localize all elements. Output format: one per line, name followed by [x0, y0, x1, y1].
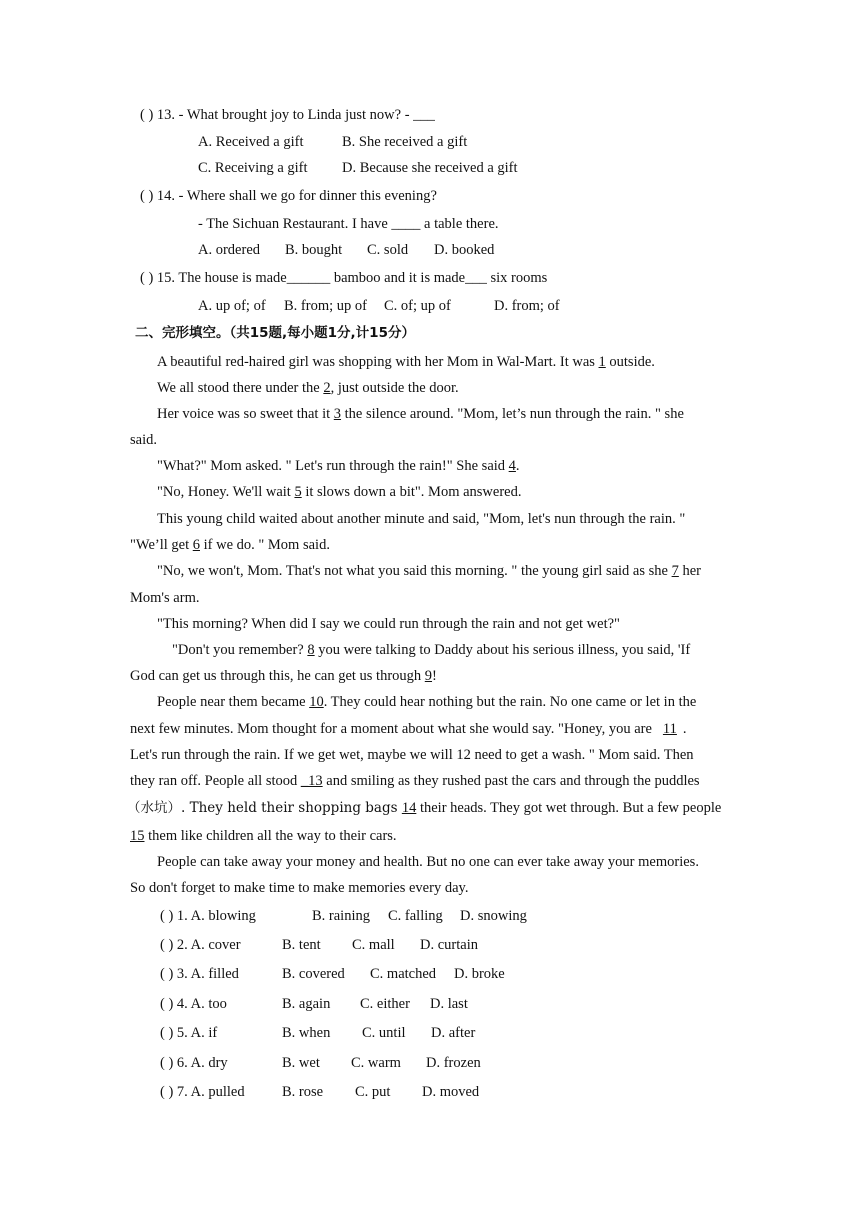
choice-num-a: ( ) 3. A. filled [160, 966, 239, 982]
blank-7: 7 [671, 563, 679, 579]
blank-13: _13 [300, 773, 323, 789]
question-14-stem-line2: - The Sichuan Restaurant. I have ____ a table there. [198, 216, 499, 232]
choice-c: C. put [355, 1084, 391, 1100]
choice-c: C. warm [351, 1055, 401, 1071]
passage-line-9: "This morning? When did I say we could run through the rain and not get wet?" [157, 616, 620, 632]
choice-d: D. moved [422, 1084, 480, 1100]
passage-line-18: So don't forget to make time to make memories every day. [130, 880, 469, 896]
option-a: A. ordered [198, 242, 261, 258]
choice-num-a: ( ) 6. A. dry [160, 1055, 228, 1071]
option-d: D. Because she received a gift [342, 160, 518, 176]
section-heading: 二、完形填空。（共15题,每小题1分,计15分） [135, 325, 415, 341]
passage-line-10-cont: God can get us through this, he can get us through 9! [130, 668, 437, 684]
choice-b: B. wet [282, 1055, 320, 1071]
choice-b: B. again [282, 996, 331, 1012]
option-c: C. Receiving a gift [198, 160, 308, 176]
question-15-stem: ( ) 15. The house is made______ bamboo and it is made___ six rooms [140, 270, 548, 286]
choice-b: B. when [282, 1025, 331, 1041]
choice-b: B. rose [282, 1084, 324, 1100]
passage-line-1: A beautiful red-haired girl was shopping with her Mom in Wal-Mart. It was 1 outside. [157, 354, 655, 370]
choice-c: C. matched [370, 966, 437, 982]
choice-c: C. either [360, 996, 410, 1012]
option-b: B. from; up of [284, 298, 367, 314]
blank-15: 15 [130, 828, 145, 844]
question-13-stem: ( ) 13. - What brought joy to Linda just now? - ___ [140, 107, 435, 123]
blank-8: 8 [307, 642, 315, 658]
passage-line-4: "What?" Mom asked. " Let's run through the rain!" She said 4. [157, 458, 520, 474]
choice-c: C. until [362, 1025, 406, 1041]
choice-num-a: ( ) 7. A. pulled [160, 1084, 245, 1100]
blank-3: 3 [333, 406, 342, 422]
choice-b: B. raining [312, 908, 370, 924]
option-b: B. She received a gift [342, 134, 468, 150]
passage-line-8-cont: Mom's arm. [130, 590, 200, 606]
question-14-stem: ( ) 14. - Where shall we go for dinner this evening? [140, 188, 437, 204]
blank-10: 10 [309, 694, 324, 710]
option-a: A. up of; of [198, 298, 266, 314]
choice-c: C. mall [352, 937, 395, 953]
passage-line-11: People near them became 10. They could hear nothing but the rain. No one came or let in the [157, 694, 697, 710]
choice-b: B. tent [282, 937, 321, 953]
choice-d: D. frozen [426, 1055, 481, 1071]
option-d: D. booked [434, 242, 495, 258]
option-c: C. sold [367, 242, 409, 258]
option-d: D. from; of [494, 298, 560, 314]
passage-line-6: This young child waited about another minute and said, "Mom, let's nun through the rain. " [157, 511, 686, 527]
passage-line-17: People can take away your money and health. But no one can ever take away your memories. [157, 854, 699, 870]
passage-line-16: 15 them like children all the way to their cars. [130, 828, 397, 844]
blank-11: 11 [662, 721, 677, 737]
choice-d: D. after [431, 1025, 476, 1041]
option-c: C. of; up of [384, 298, 451, 314]
choice-num-a: ( ) 2. A. cover [160, 937, 241, 953]
choice-d: D. broke [454, 966, 505, 982]
passage-line-5: "No, Honey. We'll wait 5 it slows down a bit". Mom answered. [157, 484, 522, 500]
blank-1: 1 [598, 354, 606, 370]
blank-5: 5 [294, 484, 302, 500]
choice-d: D. last [430, 996, 468, 1012]
passage-line-10: "Don't you remember? 8 you were talking to Daddy about his serious illness, you said, 'If [172, 642, 691, 658]
option-b: B. bought [285, 242, 343, 258]
passage-line-7: "We’ll get 6 if we do. " Mom said. [130, 537, 330, 553]
passage-line-3: Her voice was so sweet that it 3 the silence around. "Mom, let’s nun through the rain. " she [157, 406, 684, 422]
choice-d: D. curtain [420, 937, 478, 953]
blank-14: 14 [401, 800, 417, 816]
passage-line-12: next few minutes. Mom thought for a moment about what she would say. "Honey, you are 11 . [130, 721, 687, 737]
blank-9: 9 [424, 668, 433, 684]
choice-num-a: ( ) 4. A. too [160, 996, 227, 1012]
choice-b: B. covered [282, 966, 345, 982]
choice-num-a: ( ) 5. A. if [160, 1025, 218, 1041]
blank-4: 4 [508, 458, 516, 474]
passage-line-3-cont: said. [130, 432, 157, 448]
passage-line-2: We all stood there under the 2, just outside the door. [157, 380, 459, 396]
blank-2: 2 [323, 380, 331, 396]
passage-line-13: Let's run through the rain. If we get wet, maybe we will 12 need to get a wash. " Mom said. Then [130, 747, 694, 763]
passage-line-14: they ran off. People all stood _13 and smiling as they rushed past the cars and through the puddles [130, 773, 700, 789]
choice-d: D. snowing [460, 908, 527, 924]
option-a: A. Received a gift [198, 134, 304, 150]
blank-6: 6 [192, 537, 200, 553]
choice-num-a: ( ) 1. A. blowing [160, 908, 256, 924]
choice-c: C. falling [388, 908, 443, 924]
passage-line-8: "No, we won't, Mom. That's not what you said this morning. " the young girl said as she 7 her [157, 563, 701, 579]
passage-line-15: （水坑）. They held their shopping bags 14 their heads. They got wet through. But a few people [127, 800, 722, 816]
